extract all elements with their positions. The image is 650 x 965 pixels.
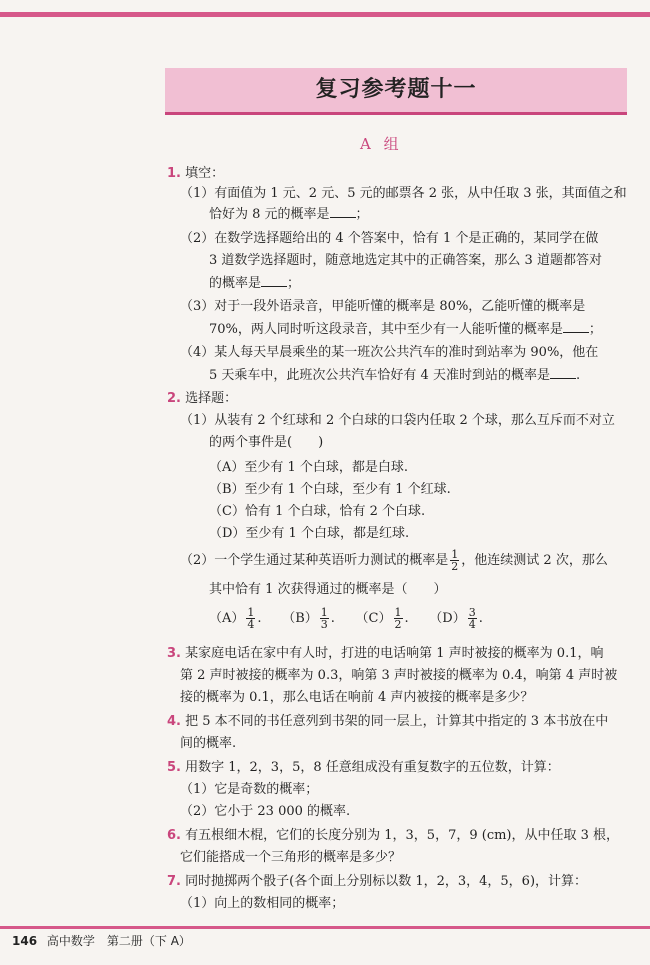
answer-blank: [563, 320, 589, 333]
problem-line: 5. 用数字 1，2，3，5，8 任意组成没有重复数字的五位数，计算：: [167, 760, 560, 775]
page-number: 146: [12, 934, 38, 948]
problem-line: 恰好为 8 元的概率是 ；: [209, 207, 369, 222]
choice-row: （A） $\frac{1}{4}$ . （B） $\frac{1}{3}$ . （C） $\frac{1}{2}$ . （D） $\frac{3}{4}$ .: [209, 606, 483, 631]
problem-line: 6. 有五根细木棍，它们的长度分别为 1，3，5，7，9 (cm)，从中任取 3 根，: [167, 828, 620, 843]
choice-line: （A）至少有 1 个白球，都是白球.: [209, 460, 409, 475]
choice-line: （B）至少有 1 个白球，至少有 1 个红球.: [209, 482, 451, 497]
problem-line: 其中恰有 1 次获得通过的概率是（ ）: [209, 582, 447, 597]
choice-line: （C）恰有 1 个白球，恰有 2 个白球.: [209, 504, 426, 519]
problem-line: （2）一个学生通过某种英语听力测试的概率是 $\frac{1}{2}$ ，他连续测试 2 次，那么: [180, 548, 608, 573]
fraction: $\frac{1}{2}$: [394, 606, 402, 631]
problem-line: （1）有面值为 1 元、2 元、5 元的邮票各 2 张，从中任取 3 张，其面值之和: [180, 186, 627, 201]
problem-line: （1）向上的数相同的概率；: [180, 896, 345, 911]
fraction: $\frac{1}{2}$: [451, 548, 459, 573]
fraction: $\frac{1}{4}$: [247, 606, 255, 631]
problem-line: 3 道数学选择题时，随意地选定其中的正确答案，那么 3 道题都答对: [209, 253, 602, 268]
problem-line: 2. 选择题：: [167, 391, 238, 406]
problem-line: 的两个事件是( ): [209, 435, 324, 450]
problem-line: （1）从装有 2 个红球和 2 个白球的口袋内任取 2 个球，那么互斥而不对立: [180, 413, 615, 428]
page-title: 复习参考题十一: [165, 68, 627, 115]
fraction: $\frac{3}{4}$: [468, 606, 476, 631]
problem-line: 的概率是 ；: [209, 276, 301, 291]
problem-line: 4. 把 5 本不同的书任意列到书架的同一层上，计算其中指定的 3 本书放在中: [167, 714, 609, 729]
page-footer: [12, 932, 191, 949]
problem-line: 间的概率.: [180, 736, 237, 751]
answer-blank: [330, 205, 356, 218]
choice-line: （D）至少有 1 个白球，都是红球.: [209, 526, 410, 541]
problem-line: （3）对于一段外语录音，甲能听懂的概率是 80%，乙能听懂的概率是: [180, 299, 586, 314]
fraction: $\frac{1}{3}$: [320, 606, 328, 631]
problem-line: （1）它是奇数的概率；: [180, 782, 319, 797]
answer-blank: [261, 274, 287, 287]
problem-line: 7. 同时抛掷两个骰子(各个面上分别标以数 1，2，3，4，5，6)，计算：: [167, 874, 588, 889]
problem-line: 5 天乘车中，此班次公共汽车恰好有 4 天准时到站的概率是 .: [209, 368, 581, 383]
problem-line: 接的概率为 0.1，那么电话在响前 4 声内被接的概率是多少？: [180, 690, 534, 705]
bottom-rule: [0, 926, 650, 929]
problem-line: （4）某人每天早晨乘坐的某一班次公共汽车的准时到站率为 90%，他在: [180, 345, 599, 360]
problem-line: 3. 某家庭电话在家中有人时，打进的电话响第 1 声时被接的概率为 0.1，响: [167, 646, 604, 661]
book-title: 高中数学 第二册（下 A）: [46, 934, 191, 948]
problem-line: （2）在数学选择题给出的 4 个答案中，恰有 1 个是正确的，某同学在做: [180, 231, 599, 246]
problem-line: 70%，两人同时听这段录音，其中至少有一人能听懂的概率是 ；: [209, 322, 602, 337]
top-rule: [0, 12, 650, 17]
answer-blank: [550, 366, 576, 379]
group-title: A 组: [360, 135, 403, 153]
problem-line: 第 2 声时被接的概率为 0.3，响第 3 声时被接的概率为 0.4，响第 4 声时被: [180, 668, 618, 683]
problem-line: （2）它小于 23 000 的概率.: [180, 804, 351, 819]
problem-line: 1. 填空：: [167, 166, 225, 181]
problem-line: 它们能搭成一个三角形的概率是多少？: [180, 850, 402, 865]
